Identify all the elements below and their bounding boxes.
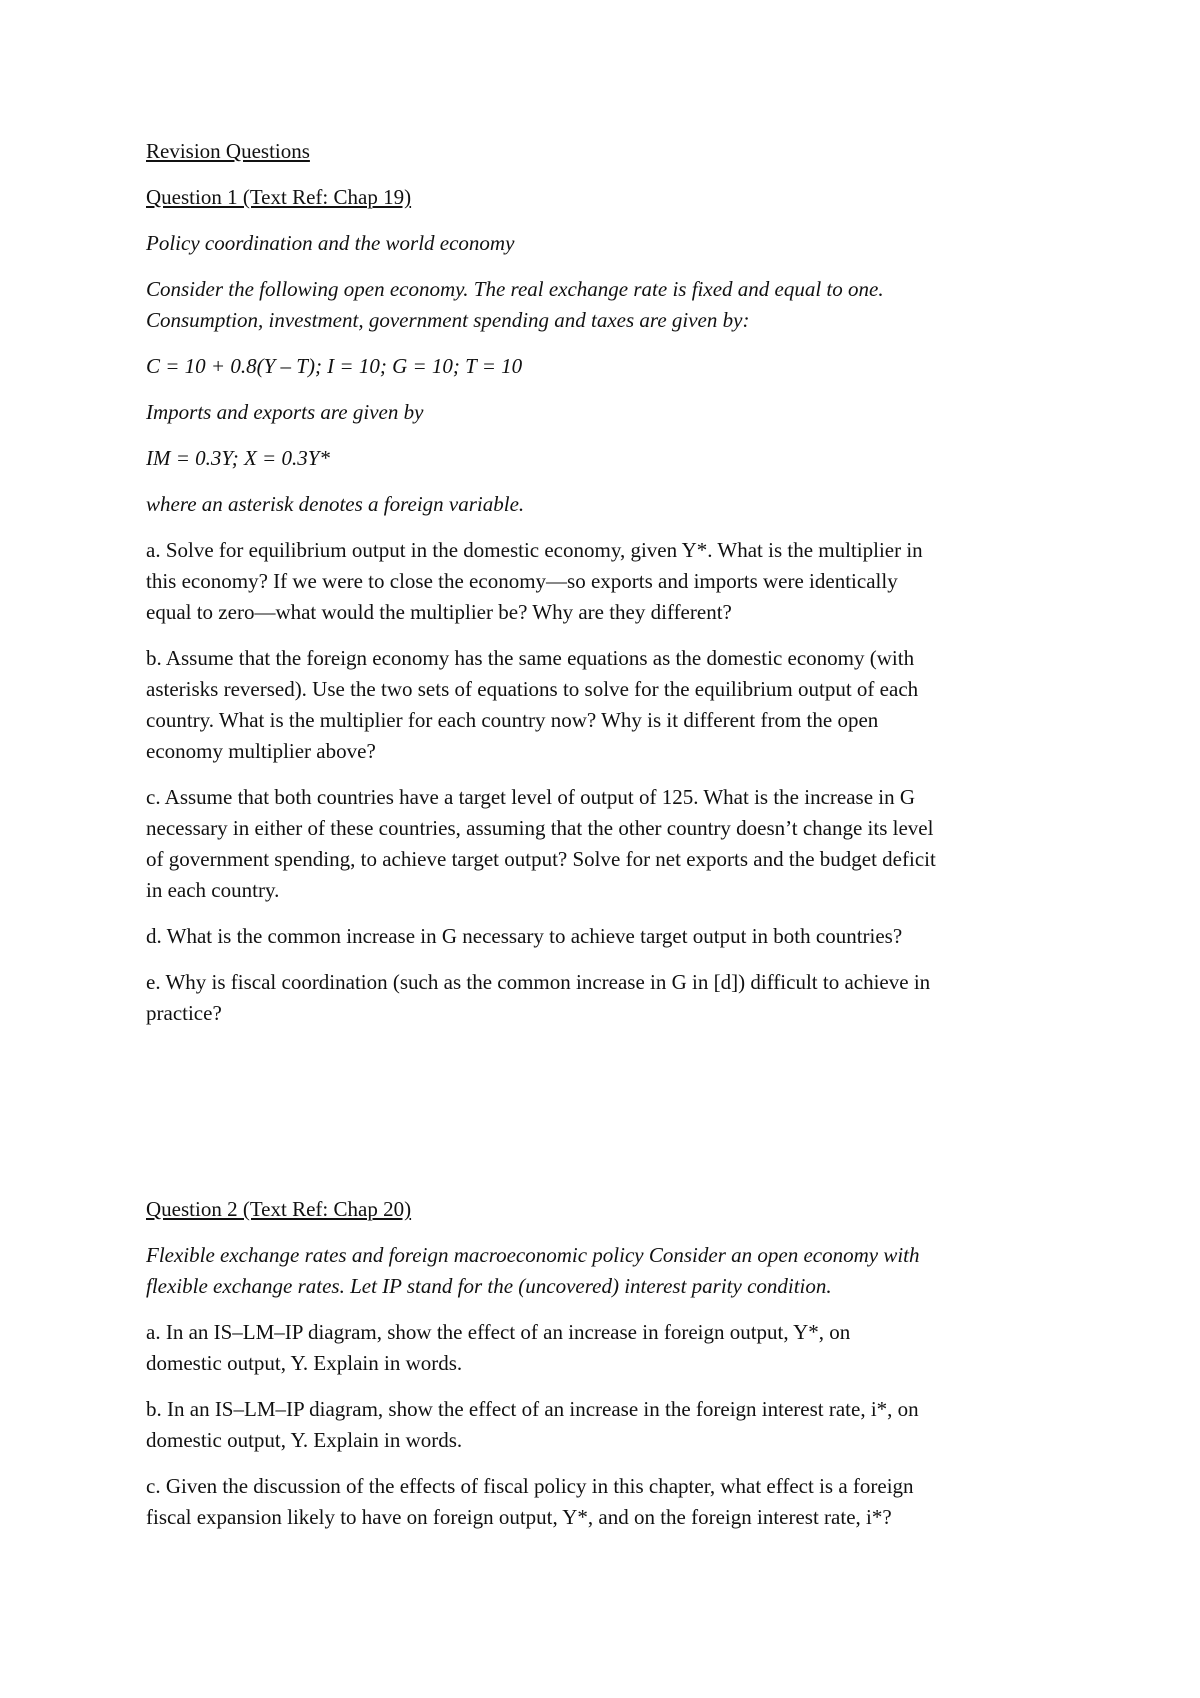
question-1-part-d [146,921,1076,952]
question-1-intro-line: Consumption, investment, government spending and taxes are given by: [146,308,750,332]
part-line: c. Given the discussion of the effects of fiscal policy in this chapter, what effect is a foreign [146,1474,914,1498]
part-line: domestic output, Y. Explain in words. [146,1428,463,1452]
question-1-equations-trade: IM = 0.3Y; X = 0.3Y* [146,446,330,470]
part-line: e. Why is fiscal coordination (such as the common increase in G in [d]) difficult to achieve in [146,970,931,994]
part-line: d. What is the common increase in G necessary to achieve target output in both countries? [146,924,903,948]
question-1-heading: Question 1 (Text Ref: Chap 19) [146,185,412,209]
question-1-part-c [146,782,1076,906]
question-2-heading: Question 2 (Text Ref: Chap 20) [146,1197,412,1221]
question-1-intro [146,274,1076,336]
document-page [146,136,1076,1533]
question-2-intro-line: Flexible exchange rates and foreign macroeconomic policy Consider an open economy with [146,1243,920,1267]
part-line: b. Assume that the foreign economy has the same equations as the domestic economy (with [146,646,915,670]
question-2-part-b [146,1394,1076,1456]
question-2-intro-line: flexible exchange rates. Let IP stand for the (uncovered) interest parity condition. [146,1274,832,1298]
question-1-part-a [146,535,1076,628]
part-line: equal to zero—what would the multiplier be? Why are they different? [146,600,732,624]
part-line: domestic output, Y. Explain in words. [146,1351,463,1375]
question-2-part-c [146,1471,1076,1533]
question-1-imports-intro: Imports and exports are given by [146,400,424,424]
document-title: Revision Questions [146,139,310,163]
part-line: a. In an IS–LM–IP diagram, show the effect of an increase in foreign output, Y*, on [146,1320,851,1344]
question-1-topic: Policy coordination and the world economy [146,231,515,255]
part-line: practice? [146,1001,222,1025]
part-line: asterisks reversed). Use the two sets of equations to solve for the equilibrium output of each [146,677,919,701]
part-line: country. What is the multiplier for each country now? Why is it different from the open [146,708,879,732]
question-2-intro [146,1240,1076,1302]
part-line: a. Solve for equilibrium output in the domestic economy, given Y*. What is the multiplier in [146,538,923,562]
question-1-part-e [146,967,1076,1029]
part-line: b. In an IS–LM–IP diagram, show the effect of an increase in the foreign interest rate, i*, on [146,1397,919,1421]
question-1-intro-line: Consider the following open economy. The real exchange rate is fixed and equal to one. [146,277,884,301]
question-1-equations-ci: C = 10 + 0.8(Y – T); I = 10; G = 10; T = 10 [146,354,523,378]
part-line: necessary in either of these countries, assuming that the other country doesn’t change its level [146,816,934,840]
question-2-part-a [146,1317,1076,1379]
part-line: in each country. [146,878,280,902]
part-line: economy multiplier above? [146,739,376,763]
part-line: c. Assume that both countries have a target level of output of 125. What is the increase in G [146,785,916,809]
question-1-part-b [146,643,1076,767]
part-line: fiscal expansion likely to have on foreign output, Y*, and on the foreign interest rate, i*? [146,1505,892,1529]
part-line: of government spending, to achieve target output? Solve for net exports and the budget deficit [146,847,936,871]
part-line: this economy? If we were to close the economy—so exports and imports were identically [146,569,898,593]
question-1-asterisk-note: where an asterisk denotes a foreign variable. [146,492,525,516]
